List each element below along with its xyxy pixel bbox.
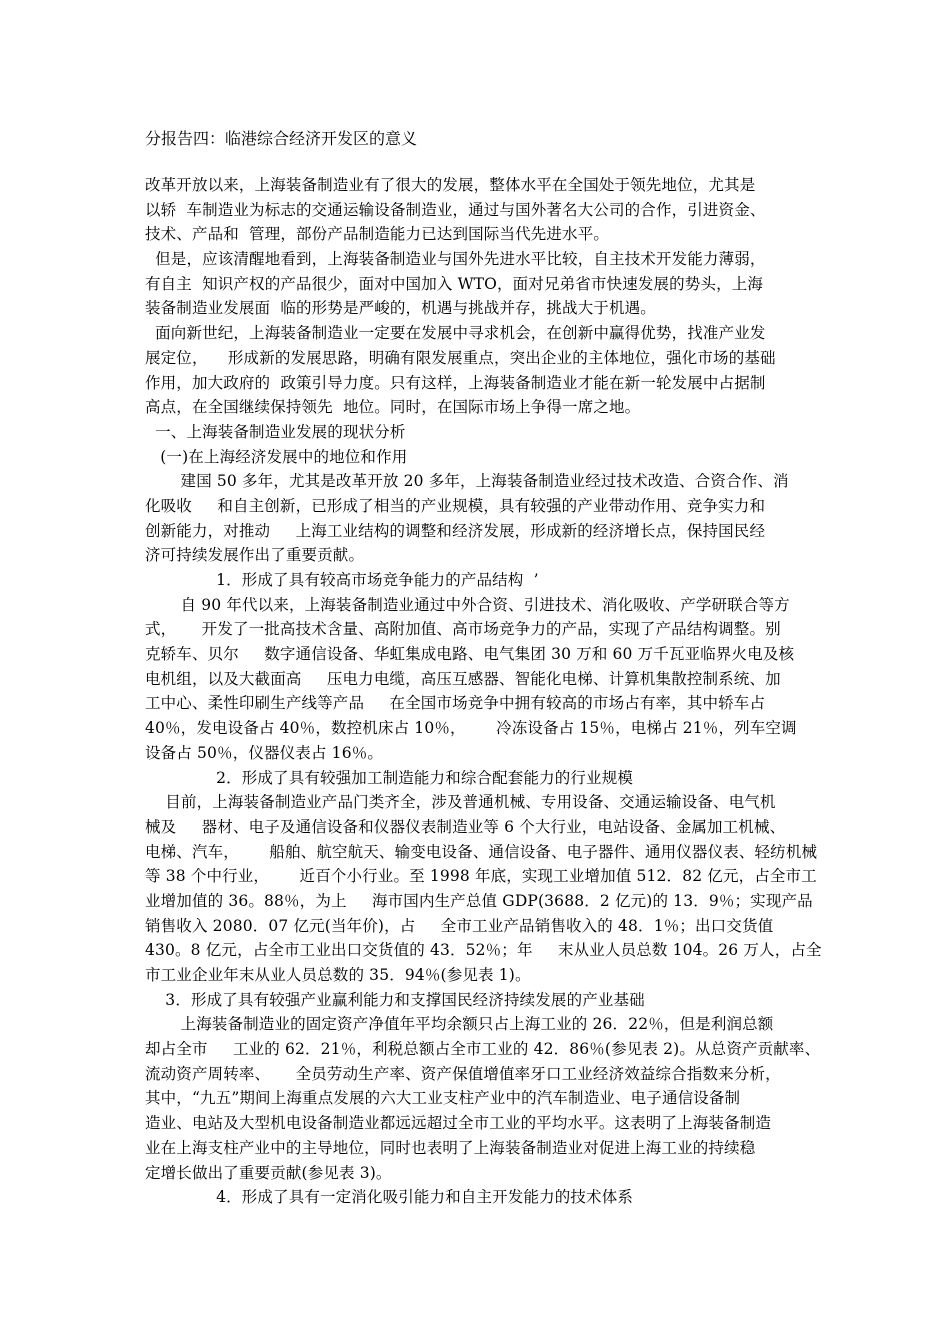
text-line: 设备占 50％，仪器仪表占 16％。 [145, 743, 384, 762]
text-line: 高点，在全国继续保持领先 地位。同时，在国际市场上争得一席之地。 [145, 398, 641, 417]
item-heading: 4．形成了具有一定消化吸引能力和自主开发能力的技术体系 [145, 1188, 633, 1207]
text-line: 装备制造业发展面 临的形势是严峻的，机遇与挑战并存，挑战大于机遇。 [145, 299, 656, 318]
text-line: 建国 50 多年，尤其是改革开放 20 多年，上海装备制造业经过技术改造、合资合作、消 [145, 472, 789, 491]
text-line: 有自主 知识产权的产品很少，面对中国加入 WTO，面对兄弟省市快速发展的势头，上海 [145, 274, 764, 293]
report-body [145, 173, 822, 1210]
text-line: 械及 器材、电子及通信设备和仪器仪表制造业等 6 个大行业，电站设备、金属加工机械、 [145, 817, 786, 836]
text-line: 电梯、汽车， 船舶、航空航天、输变电设备、通信设备、电子器件、通用仪器仪表、轻纺机械 [145, 842, 818, 861]
text-line: 克轿车、贝尔 数字通信设备、华虹集成电路、电气集团 30 万和 60 万千瓦亚临界火电及核 [145, 645, 795, 664]
text-line: 面向新世纪，上海装备制造业一定要在发展中寻求机会，在创新中赢得优势，找准产业发 [145, 324, 766, 343]
text-line: 业增加值的 36。88％，为上 海市国内生产总值 GDP(3688．2 亿元)的 13．9％；实现产品 [145, 891, 813, 910]
text-line: 作用，加大政府的 政策引导力度。只有这样，上海装备制造业才能在新一轮发展中占据制 [145, 373, 766, 392]
text-line: 展定位， 形成新的发展思路，明确有限发展重点，突出企业的主体地位，强化市场的基础 [145, 348, 776, 367]
item-heading: 1．形成了具有较高市场竞争能力的产品结构 ’ [145, 571, 539, 589]
text-line: 430。8 亿元，占全市工业出口交货值的 43．52％；年 末从业人员总数 104。26 万人，占全 [145, 941, 822, 960]
text-line: 业在上海支柱产业中的主导地位，同时也表明了上海装备制造业对促进上海工业的持续稳 [145, 1138, 756, 1157]
text-line: 定增长做出了重要贡献(参见表 3)。 [145, 1163, 392, 1182]
subsection-heading: (一)在上海经济发展中的地位和作用 [145, 447, 408, 466]
text-line: 其中，“九五”期间上海重点发展的六大工业支柱产业中的汽车制造业、电子通信设备制 [145, 1089, 741, 1108]
text-line: 式， 开发了一批高技术含量、高附加值、高市场竞争力的产品，实现了产品结构调整。别 [145, 620, 781, 639]
text-line: 造业、电站及大型机电设备制造业都远远超过全市工业的平均水平。这表明了上海装备制造 [145, 1114, 772, 1133]
text-line: 但是，应该清醒地看到，上海装备制造业与国外先进水平比较，自主技术开发能力薄弱， [145, 250, 766, 269]
report-title: 分报告四：临港综合经济开发区的意义 [145, 129, 418, 148]
text-line: 却占全市 工业的 62．21％，利税总额占全市工业的 42．86％(参见表 2)。从总资产贡献率、 [145, 1040, 821, 1059]
item-heading: 3．形成了具有较强产业赢利能力和支撑国民经济持续发展的产业基础 [145, 990, 645, 1009]
text-line: 市工业企业年末从业人员总数的 35．94％(参见表 1)。 [145, 966, 531, 984]
text-line: 创新能力，对推动 上海工业结构的调整和经济发展，形成新的经济增长点，保持国民经 [145, 521, 766, 540]
text-line: 改革开放以来，上海装备制造业有了很大的发展，整体水平在全国处于领先地位，尤其是 [145, 176, 756, 194]
text-line: 济可持续发展作出了重要贡献。 [145, 546, 365, 565]
text-line: 40％，发电设备占 40％，数控机床占 10％， 冷冻设备占 15％，电梯占 21％，列车空调 [145, 719, 797, 738]
text-line: 等 38 个中行业， 近百个小行业。至 1998 年底，实现工业增加值 512．82 亿元，占全市工 [145, 867, 817, 886]
text-line: 销售收入 2080．07 亿元(当年价)，占 全市工业产品销售收入的 48．1％；出口交货值 [145, 916, 774, 935]
text-line: 自 90 年代以来，上海装备制造业通过中外合资、引进技术、消化吸收、产学研联合等方 [145, 595, 790, 614]
text-line: 流动资产周转率、 全员劳动生产率、资产保值增值率牙口工业经济效益综合指数来分析， [145, 1064, 781, 1083]
text-line: 化吸收 和自主创新，已形成了相当的产业规模，具有较强的产业带动作用、竞争实力和 [145, 496, 766, 515]
text-line: 技术、产品和 管理，部份产品制造能力已达到国际当代先进水平。 [145, 225, 610, 244]
section-heading: 一、上海装备制造业发展的现状分析 [145, 422, 406, 441]
text-line: 目前，上海装备制造业产品门类齐全，涉及普通机械、专用设备、交通运输设备、电气机 [145, 793, 776, 812]
text-line: 工中心、柔性印刷生产线等产品 在全国市场竞争中拥有较高的市场占有率，其中轿车占 [145, 694, 766, 713]
text-line: 以轿 车制造业为标志的交通运输设备制造业，通过与国外著名大公司的合作，引进资金、 [145, 200, 766, 219]
item-heading: 2．形成了具有较强加工制造能力和综合配套能力的行业规模 [145, 768, 633, 787]
text-line: 上海装备制造业的固定资产净值年平均余额只占上海工业的 26．22％，但是利润总额 [145, 1015, 774, 1034]
text-line: 电机组，以及大截面高 压电力电缆，高压互感器、智能化电梯、计算机集散控制系统、加 [145, 669, 781, 688]
